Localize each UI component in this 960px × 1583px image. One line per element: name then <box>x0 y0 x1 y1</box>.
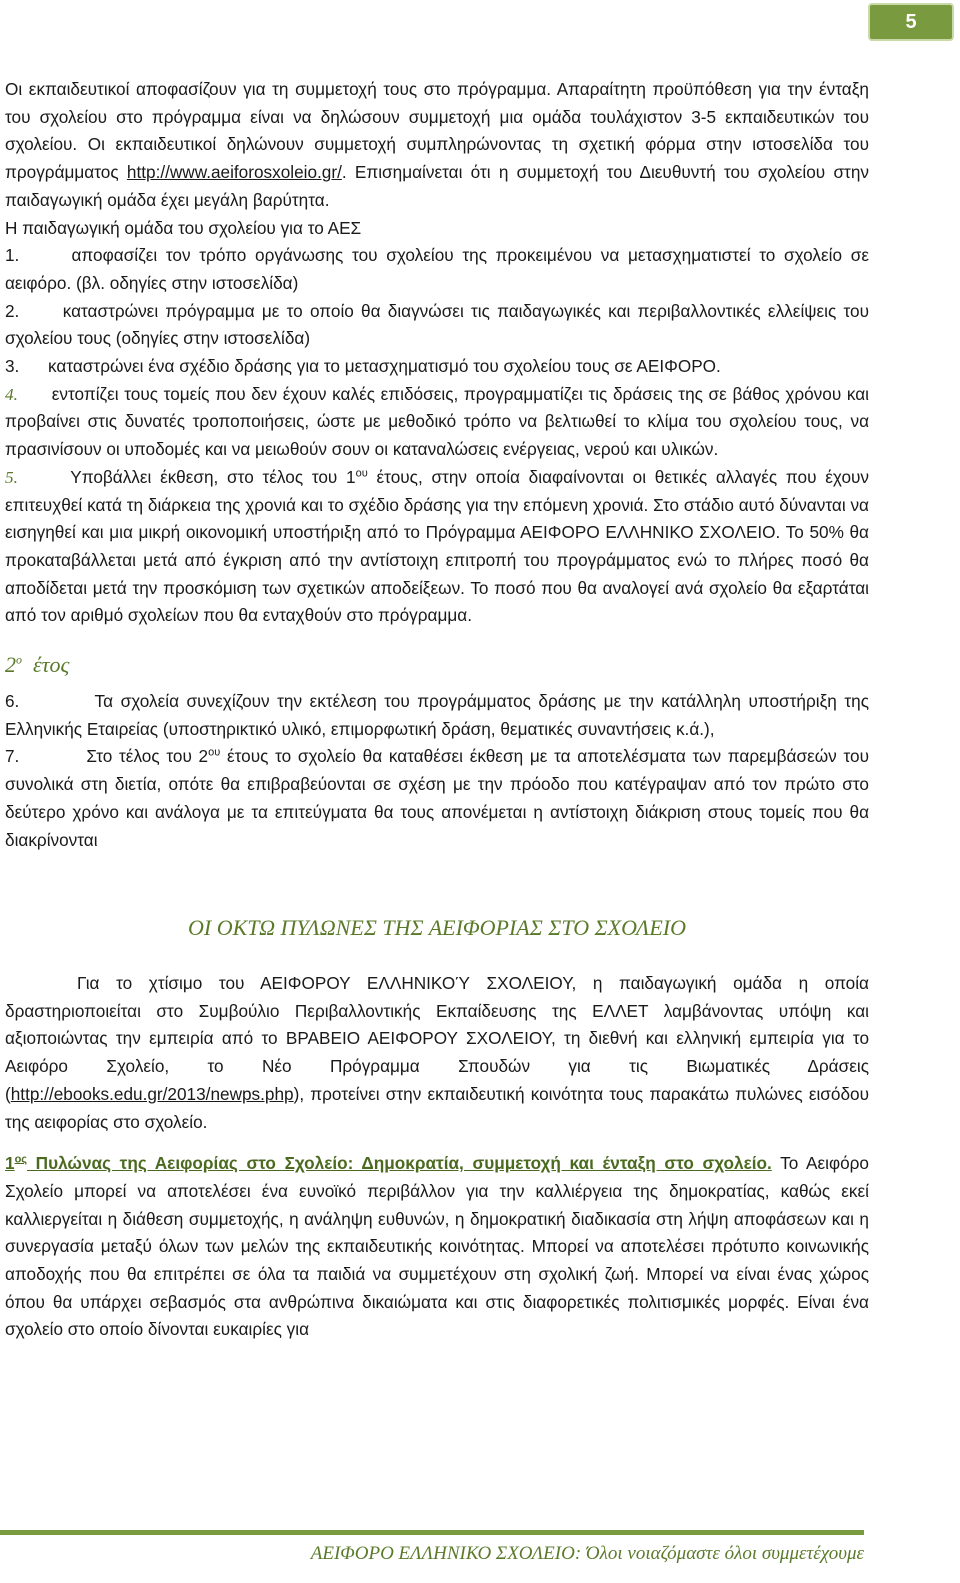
list-text: αποφασίζει τον τρόπο οργάνωσης του σχολείου της προκειμένου να μετασχηματιστεί το σχολείο σε αειφόρο. (βλ. οδηγίες στην ιστοσελίδα) <box>5 245 870 293</box>
list-number: 2. <box>5 300 20 321</box>
list-item <box>5 464 869 630</box>
list-text: έτους το σχολείο θα καταθέσει έκθεση με τα αποτελέσματα των παρεμβάσεών του συνολικά στη διετία, οπότε θα επιβραβεύονται σε σχέση με την πρόοδο που κατέγραψαν από τον πρώτο στο δεύτερο χρόνο και ανάλογα με τα επιτεύγματα θα τους απονέμεται η αντίστοιχη διάκριση στους τομείς που θα διακρίνονται <box>5 746 869 850</box>
website-link[interactable]: http://www.aeiforosxoleio.gr/ <box>126 162 342 183</box>
footer-divider <box>0 1530 864 1535</box>
list-number: 3. <box>5 356 20 377</box>
list-number: 5. <box>5 467 18 487</box>
list-number: 4. <box>5 384 18 404</box>
ebooks-link[interactable]: http://ebooks.edu.gr/2013/newps.php <box>10 1083 294 1104</box>
ordinal-suffix: ο <box>16 652 22 667</box>
paragraph-text: . Επισημαίνεται ότι η συμμετοχή του Διευθυντή του σχολείου στην παιδαγωγική ομάδα έχει μεγάλη βαρύτητα. <box>5 162 869 210</box>
intro-paragraph <box>5 970 869 1136</box>
list-text: έτους, στην οποία διαφαίνονται οι θετικές αλλαγές που έχουν επιτευχθεί κατά τη διάρκεια της χρονιά και το σχέδιο δράσης για την επόμενη χρονιά. Στο στάδιο αυτό δύνανται να εισηγηθεί και μια μικρή οικονομική υποστήριξη από το Πρόγραμμα ΑΕΙΦΟΡΟ ΕΛΛΗΝΙΚΟ ΣΧΟΛΕΙΟ. Το 50% θα προκαταβάλλεται μετά από έγκριση από την αντίστοιχη επιτροπή του προγράμματος ενώ το πλήρες ποσό θα αποδίδεται μετά την προσκόμιση των σχετικών αποδείξεων. Το ποσό που θα αναλογεί ανά σχολείο θα εξαρτάται από τον αριθμό σχολείων που θα ενταχθούν στο πρόγραμμα. <box>5 466 870 626</box>
page-number-badge <box>868 3 954 41</box>
list-text: Στο τέλος του 2 <box>86 746 209 767</box>
paragraph-text: Οι εκπαιδευτικοί αποφασίζουν για τη συμμετοχή τους στο πρόγραμμα. Απαραίτητη προϋπόθεση για την ένταξη του σχολείου στο πρόγραμμα είναι να δηλώσουν συμμετοχή μια ομάδα τουλάχιστον 3-5 εκπαιδευτικών του σχολείου. Οι εκπαιδευτικοί δηλώνουν συμμετοχή συμπληρώνοντας τη σχετική φόρμα στην ιστοσελίδα του προγράμματος <box>5 79 869 183</box>
paragraph-participation <box>5 76 869 215</box>
section-title: ΟΙ ΟΚΤΩ ΠΥΛΩΝΕΣ ΤΗΣ ΑΕΙΦΟΡΙΑΣ ΣΤΟ ΣΧΟΛΕΙΟ <box>188 915 686 941</box>
ordinal-suffix: ου <box>208 746 221 759</box>
team-heading: Η παιδαγωγική ομάδα του σχολείου για το ΑΕΣ <box>5 217 362 238</box>
list-number: 7. <box>5 746 20 767</box>
pillar-one-paragraph <box>5 1150 869 1344</box>
page-number: 5 <box>905 10 917 33</box>
year-number: 2 <box>5 652 16 678</box>
year-label: έτος <box>33 652 70 678</box>
pillar-title: Πυλώνας της Αειφορίας στο Σχολείο: Δημοκρατία, συμμετοχή και ένταξη στο σχολείο. <box>27 1153 772 1174</box>
list-item <box>5 688 869 743</box>
pillar-number: 1 <box>5 1153 15 1174</box>
list-item <box>5 743 869 854</box>
list-item <box>5 298 869 353</box>
paragraph-text: ), προτείνει στην εκπαιδευτική κοινότητα τους παρακάτω πυλώνες εισόδου της αειφορίας στο σχολείο. <box>5 1083 869 1132</box>
list-text: καταστρώνει ένα σχέδιο δράσης για το μετασχηματισμό του σχολείου τους σε ΑΕΙΦΟΡΟ. <box>48 356 721 377</box>
paragraph-text: Για το χτίσιμο του ΑΕΙΦΟΡΟΥ ΕΛΛΗΝΙΚΟΎ ΣΧΟΛΕΙΟΥ, η παιδαγωγική ομάδα η οποία δραστηριοποιείται στο Συμβούλιο Περιβαλλοντικής Εκπαίδευσης της ΕΛΛΕΤ λαμβάνοντας υπόψη και αξιοποιώντας την εμπειρία από το ΒΡΑΒΕΙΟ ΑΕΙΦΟΡΟΥ ΣΧΟΛΕΙΟΥ, τη διεθνή και ελληνική εμπειρία για το Αειφόρο Σχολείο, το Νέο Πρόγραμμα Σπουδών για τις Βιωματικές Δράσεις ( <box>5 972 869 1104</box>
list-item <box>5 242 869 297</box>
document-body <box>5 76 869 1344</box>
list-text: καταστρώνει πρόγραμμα με το οποίο θα διαγνώσει τις παιδαγωγικές και περιβαλλοντικές ελλείψεις του σχολείου τους (οδηγίες στην ιστοσελίδα) <box>5 300 870 349</box>
list-text: Υποβάλλει έκθεση, στο τέλος του 1 <box>70 466 356 487</box>
list-number: 1. <box>5 245 20 266</box>
list-text: εντοπίζει τους τομείς που δεν έχουν καλές επιδόσεις, προγραμματίζει τις δράσεις της σε βάθος χρόνου και προβαίνει στις δυνατές τροποποιήσεις, ώστε με μεθοδικό τρόπο να βελτιωθεί το κλίμα του σχολείου τους, να πρασινίσουν οι υποδομές και να μειωθούν σουν οι καταναλώσεις ενέργειας, νερού και υλικών. <box>5 383 870 460</box>
paragraph-text: Το Αειφόρο Σχολείο μπορεί να αποτελέσει ένα ευνοϊκό περιβάλλον για την καλλιέργεια της δημοκρατίας, καθώς εκεί καλλιεργείται η διάθεση συμμετοχής, η ανάληψη ευθυνών, η δημοκρατική διαδικασία στη λήψη αποφάσεων και η συνεργασία μεταξύ όλων των μελών της εκπαιδευτικής κοινότητας. Μπορεί να αποτελέσει πρότυπο κοινωνικής αποδοχής που θα επιτρέπει σε όλα τα παιδιά να συμμετέχουν στη σχολική ζωή. Μπορεί να είναι ένας χώρος όπου θα υπάρχει σεβασμός στα ανθρώπινα δικαιώματα και στις διαφορετικές πολιτισμικές μορφές. Είναι ένα σχολείο στο οποίο δίνονται ευκαιρίες για <box>5 1153 869 1340</box>
list-item <box>5 353 869 381</box>
spacer <box>5 1136 869 1150</box>
footer-slogan: ΑΕΙΦΟΡΟ ΕΛΛΗΝΙΚΟ ΣΧΟΛΕΙΟ: Όλοι νοιαζόμαστε όλοι συμμετέχουμε <box>310 1543 864 1564</box>
list-item <box>5 381 869 464</box>
list-text: Τα σχολεία συνεχίζουν την εκτέλεση του προγράμματος δράσης με την κατάλληλη υποστήριξη της Ελληνικής Εταιρείας (υποστηρικτικό υλικό, επιμορφωτική δράση, θεματικές συναντήσεις κ.ά.), <box>5 691 869 739</box>
ordinal-suffix: ου <box>355 467 368 480</box>
year-two-heading <box>5 650 869 680</box>
list-number: 6. <box>5 691 20 712</box>
ordinal-suffix: ος <box>14 1153 28 1166</box>
